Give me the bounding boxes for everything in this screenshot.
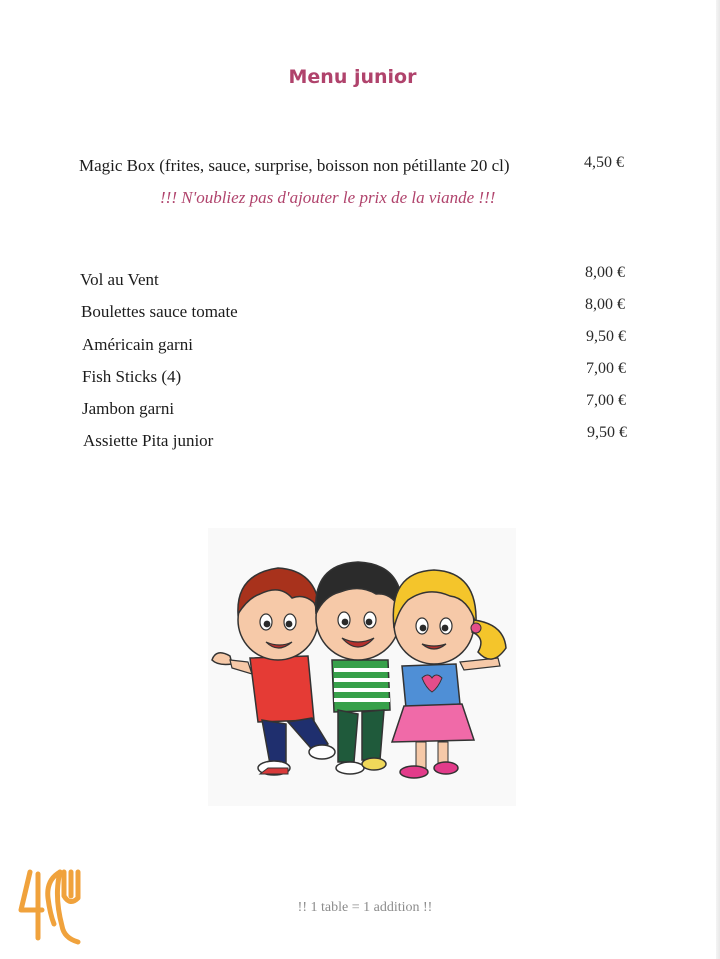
menu-item-price: 9,50 €	[586, 328, 626, 345]
menu-item-price: 8,00 €	[585, 264, 625, 281]
menu-item-jambon: Jambon garni	[82, 399, 175, 418]
menu-title: Menu junior	[288, 66, 417, 88]
footer-note: !! 1 table = 1 addition !!	[297, 900, 433, 915]
girl-right-figure	[392, 570, 506, 778]
menu-item-pita: Assiette Pita junior	[83, 431, 214, 450]
kids-illustration	[208, 528, 516, 806]
page-edge	[716, 0, 720, 959]
menu-item-price: 7,00 €	[586, 360, 626, 377]
boy-middle-figure	[316, 562, 402, 774]
menu-item-boulettes: Boulettes sauce tomate	[81, 302, 238, 321]
menu-item-price: 8,00 €	[585, 296, 625, 313]
featured-item-name: Magic Box (frites, sauce, surprise, boisson non pétillante 20 cl)	[79, 156, 510, 175]
meat-price-note: !!! N'oubliez pas d'ajouter le prix de la viande !!!	[160, 188, 496, 207]
menu-item-vol-au-vent: Vol au Vent	[80, 270, 159, 289]
menu-item-price: 7,00 €	[586, 392, 626, 409]
featured-item-price: 4,50 €	[584, 154, 624, 171]
menu-item-fish-sticks: Fish Sticks (4)	[82, 367, 182, 386]
menu-item-americain: Américain garni	[82, 335, 193, 354]
menu-item-price: 9,50 €	[587, 424, 627, 441]
